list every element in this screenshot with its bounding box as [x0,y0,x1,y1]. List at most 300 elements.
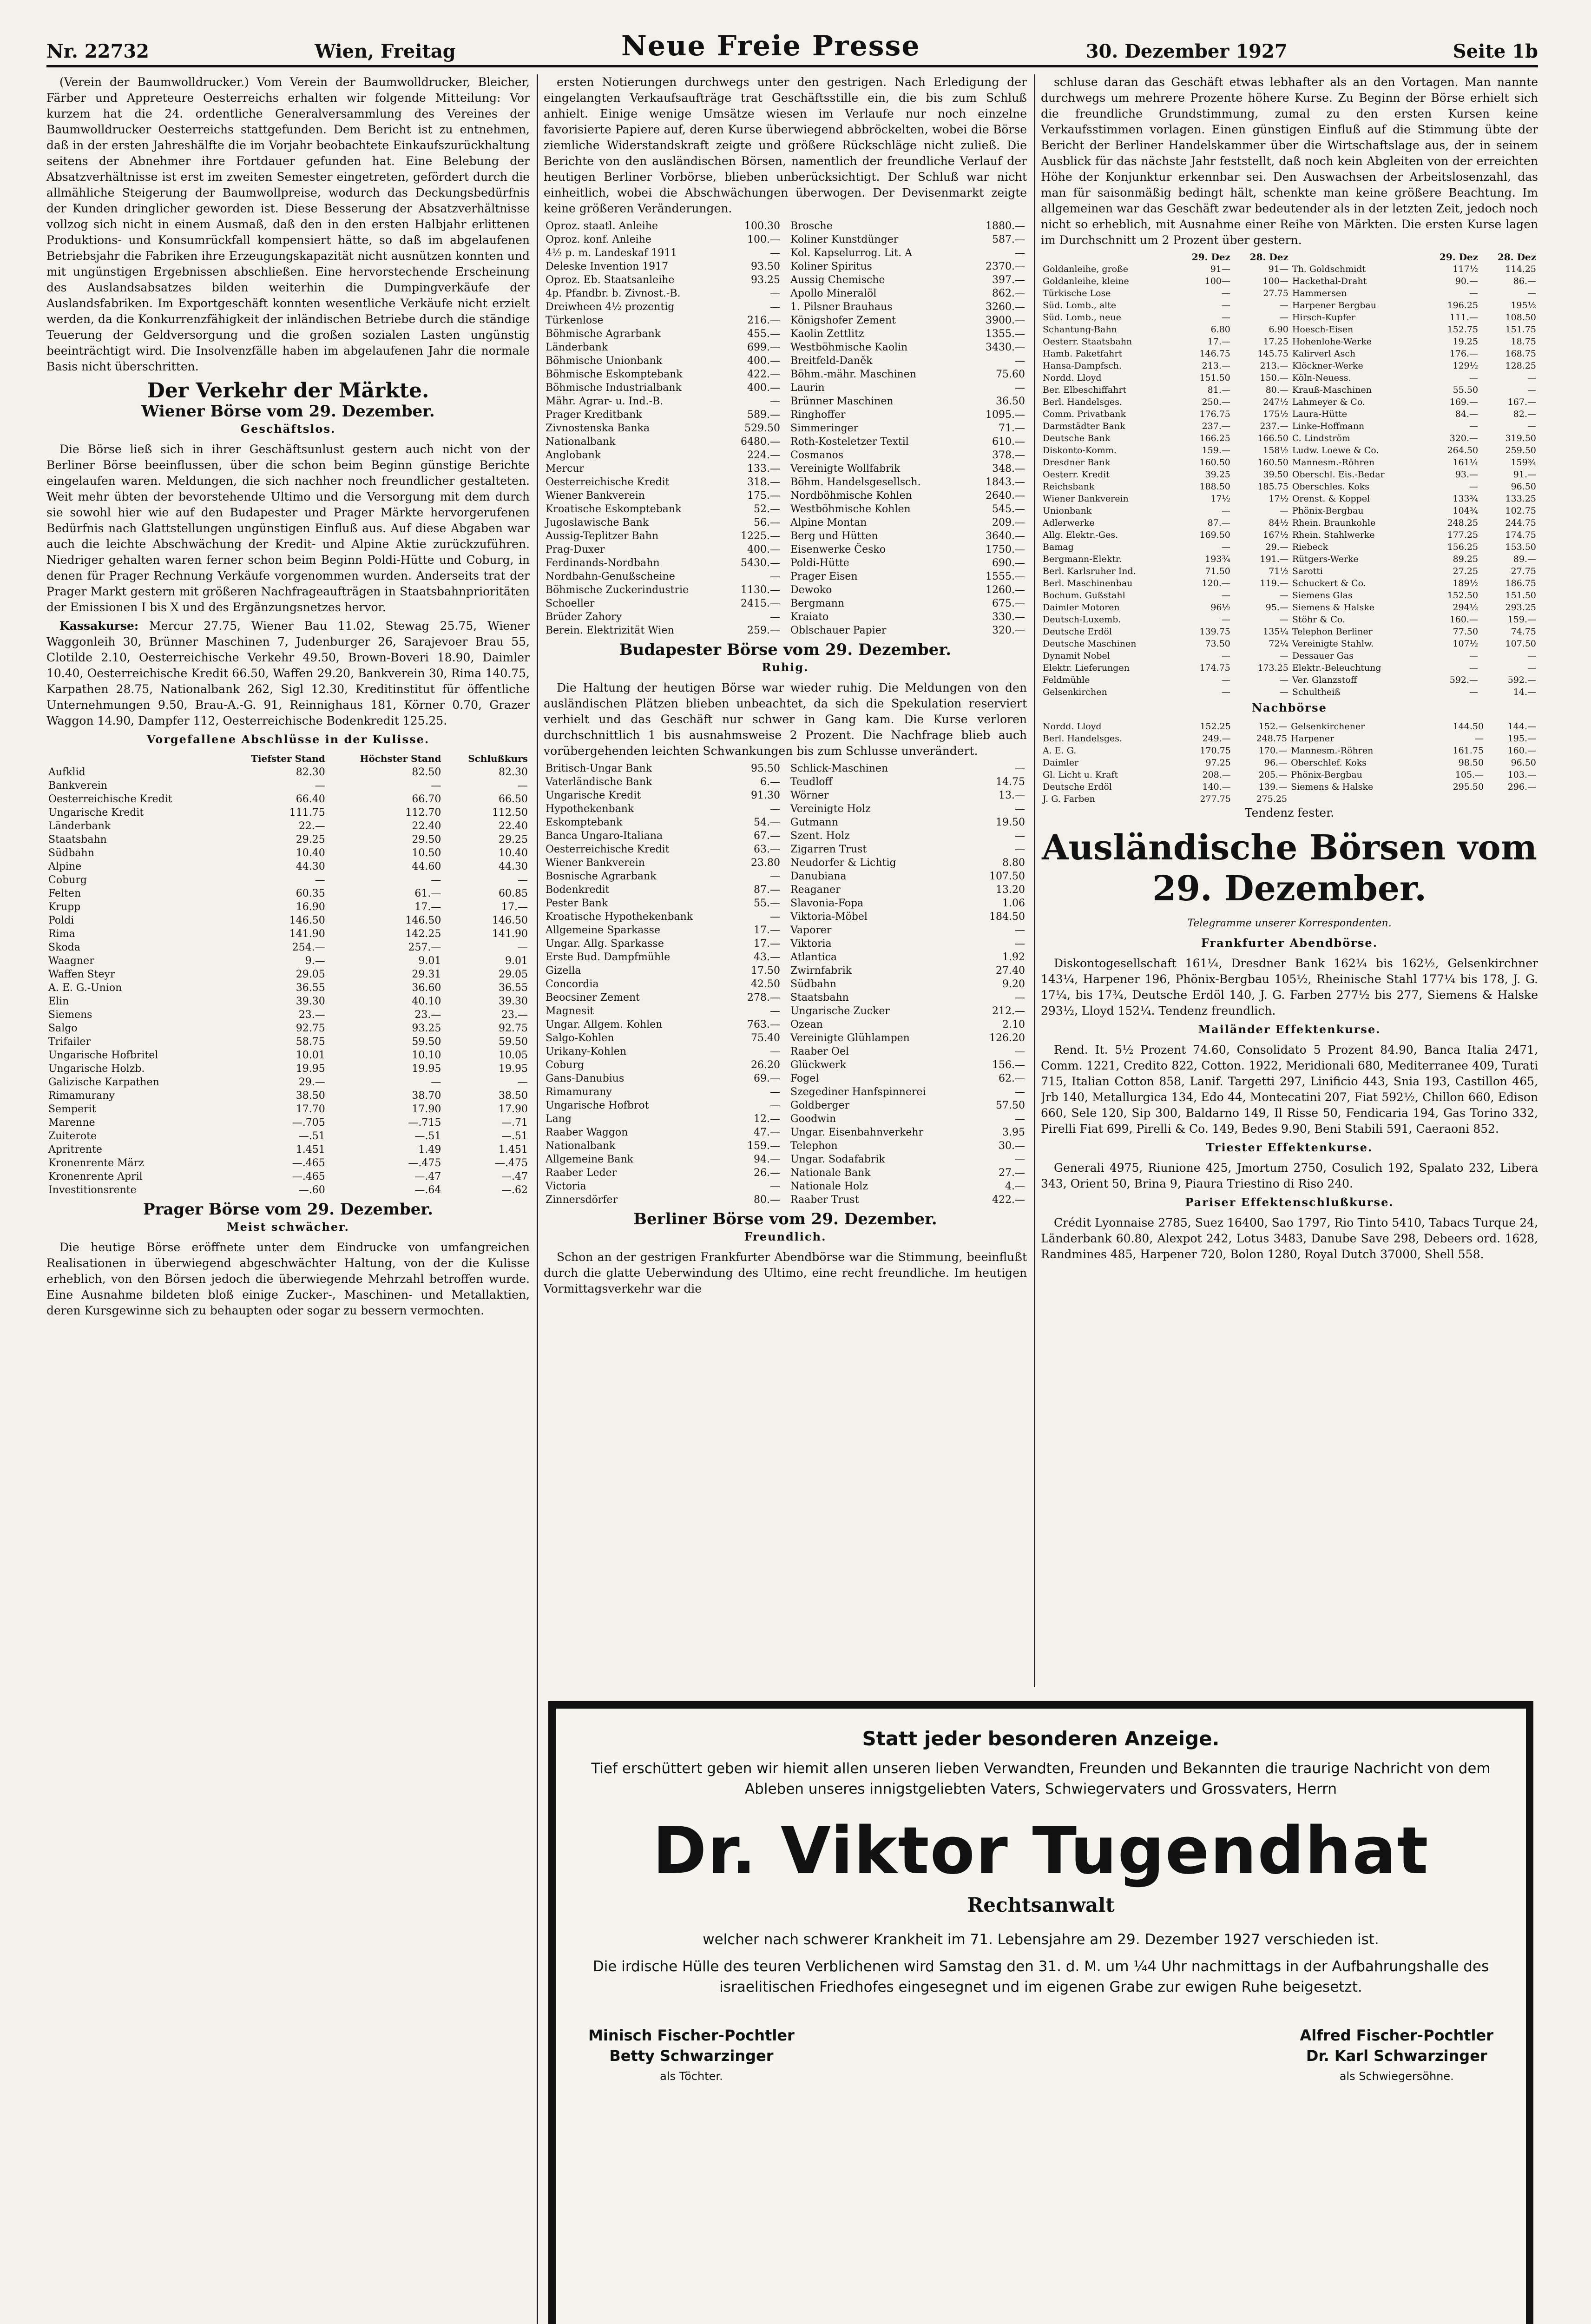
table-cell: Länderbank [546,342,608,353]
column-divider [537,74,538,2324]
table-cell: — [1279,687,1289,697]
table-cell: Siemens [48,1009,92,1021]
frankfurt-title: Frankfurter Abendbörse. [1201,936,1378,950]
table-cell: Oberschlef. Koks [1291,758,1367,768]
table-cell: 84½ [1269,518,1289,528]
table-cell: Telephon [790,1140,838,1152]
table-row [544,1153,782,1166]
table-row [789,897,1027,910]
column-3 [1041,74,1538,1687]
table-cell: Böhmische Industrialbank [546,382,682,394]
table-row [789,422,1027,435]
table-cell: 278.— [747,992,780,1004]
table-cell: 96.— [1264,758,1288,768]
table-cell: Berl. Karlsruher Ind. [1043,566,1136,576]
table-cell: 690.— [992,557,1025,569]
table-cell: — [770,1005,780,1017]
table-cell: 330.— [992,611,1025,623]
table-row [46,1089,530,1103]
notice-signers [588,2025,1493,2086]
table-cell: Adlerwerke [1043,518,1095,528]
table-row [789,937,1027,951]
table-row [1041,336,1538,348]
table-cell: Hackethal-Draht [1292,276,1367,286]
table-row [544,816,782,829]
table-cell: — [1279,300,1289,310]
late-trading-quotes [1041,720,1538,805]
table-cell: — [518,1076,528,1088]
table-cell: Hamb. Paketfahrt [1043,349,1123,359]
table-cell: Elektr. Lieferungen [1043,663,1130,673]
table-row [544,597,782,610]
table-cell: Bamag [1043,542,1074,552]
table-cell: 174.75 [1505,530,1536,540]
table-cell: 1225.— [741,530,780,542]
table-cell: 111.75 [289,807,325,819]
column-2 [544,74,1027,1687]
table-row [789,435,1027,449]
table-row [46,995,530,1008]
table-cell: 66.70 [412,793,441,805]
table-cell: 152.75 [1447,324,1479,335]
table-row [544,1099,782,1112]
table-cell: — [1527,385,1536,395]
table-cell: 17.90 [412,1103,441,1115]
table-cell: 19.95 [296,1063,325,1075]
table-cell: Raaber Trust [790,1194,859,1206]
table-cell: Ungarische Holzb. [48,1063,145,1075]
table-cell: 95.— [1265,602,1289,613]
table-cell: Wiener Bankverein [546,490,645,502]
table-cell: 100— [1262,276,1289,286]
table-cell: 98.50 [1458,758,1484,768]
table-cell: 12.— [754,1113,780,1125]
table-row [46,1022,530,1035]
table-cell: 39.25 [1205,469,1230,480]
table-cell: Skoda [48,942,80,953]
table-cell: Vaterländische Bank [546,776,652,788]
signer-relation: als Schwiegersöhne. [1339,2070,1454,2083]
table-cell: — [1279,614,1289,625]
table-row [789,1193,1027,1207]
table-cell: 159¾ [1511,457,1536,468]
table-row [46,954,530,968]
table-cell: — [1469,373,1479,383]
table-cell: Bankverein [48,780,107,792]
table-cell: 26.20 [751,1059,780,1071]
table-cell: 400.— [747,544,780,555]
table-cell: Zigarren Trust [790,844,867,855]
table-cell: 107½ [1453,639,1479,649]
table-cell: 140.— [1202,782,1231,792]
table-cell: Feldmühle [1043,675,1090,685]
table-cell: Länderbank [48,820,111,832]
table-cell [1486,793,1538,805]
table-row [544,1004,782,1018]
table-cell: 1260.— [986,584,1025,596]
table-cell: — [1015,830,1025,842]
table-cell: 1.451 [296,1144,325,1155]
table-cell: 10.05 [499,1050,528,1061]
table-cell: 6.90 [1269,324,1289,335]
table-row [544,937,782,951]
table-cell: Mähr. Agrar- u. Ind.-B. [546,396,664,407]
table-row [544,381,782,395]
table-cell: Kalirverl Asch [1292,349,1356,359]
table-cell: 39.50 [1263,469,1289,480]
table-row [46,1143,530,1156]
table-row [544,1139,782,1153]
table-cell: 36.55 [296,982,325,994]
table-cell: 14.75 [996,776,1025,788]
table-cell: 80.— [754,1194,780,1206]
table-cell: —.51 [298,1130,325,1142]
table-cell: Goldanleihe, große [1043,264,1128,274]
table-row [789,260,1027,273]
table-cell: Roth-Kosteletzer Textil [790,436,909,448]
table-cell: 63.— [754,844,780,855]
table-row [544,368,782,381]
table-cell: 176.75 [1199,409,1230,419]
table-cell: 378.— [992,449,1025,461]
table-cell: 29.25 [499,834,528,845]
table-row [789,219,1027,233]
table-row [1041,263,1538,275]
table-cell: Zivnostenska Banka [546,423,650,434]
table-cell: 40.10 [412,996,441,1007]
table-cell: Ferdinands-Nordbahn [546,557,660,569]
table-cell: 400.— [747,355,780,367]
table-cell: Goodwin [790,1113,836,1125]
table-cell: Teudloff [790,776,833,788]
table-cell: 249.— [1202,733,1231,744]
table-cell: 56.— [754,517,780,528]
table-cell: —.705 [292,1117,325,1129]
table-cell: 294½ [1453,602,1479,613]
table-cell: 96½ [1210,602,1230,613]
table-row [789,597,1027,610]
table-cell: 29.05 [499,969,528,980]
berlin-bourse-text: Schon an der gestrigen Frankfurter Abendbörse war die Stimmung, beeinflußt durch die glatte Ueberwindung des Ultimo, eine recht freundliche. Im heutigen Vormittagsverkehr war die [544,1250,1027,1295]
table-row [789,233,1027,246]
masthead [46,18,1538,62]
table-cell: 763.— [747,1019,780,1030]
table-cell: — [1221,312,1230,323]
table-cell: 13.20 [996,884,1025,896]
table-cell: — [1221,506,1230,516]
table-row [1041,662,1538,674]
table-row [1041,589,1538,601]
table-cell: 47.— [754,1127,780,1138]
table-row [789,408,1027,422]
table-cell: 23.— [298,1009,325,1021]
table-cell: 38.50 [296,1090,325,1102]
table-cell: 862.— [992,288,1025,299]
table-cell: Poldi-Hütte [790,557,849,569]
table-row [789,1031,1027,1045]
table-cell: 19.95 [499,1063,528,1075]
newspaper-title: Neue Freie Presse [621,30,920,62]
table-cell: Brünner Maschinen [790,396,894,407]
page-number: Seite 1b [1453,40,1538,62]
signers-left [588,2025,795,2086]
table-cell: 92.75 [499,1023,528,1034]
table-cell: 112.50 [492,807,528,819]
table-cell: —.47 [414,1171,441,1182]
table-row [789,1058,1027,1072]
table-cell: 62.— [999,1073,1025,1084]
table-cell: 77.50 [1453,627,1479,637]
table-row [46,819,530,833]
table-cell: 237.— [1260,421,1289,431]
notice-body-2: Die irdische Hülle des teuren Verblichenen wird Samstag den 31. d. M. um ¼4 Uhr nachmittags in der Aufbahrungshalle des israelitischen Friedhofes eingesegnet und im eigenen Grabe zur ewigen Ruhe beigesetzt. [592,1958,1489,1995]
table-cell: 592.— [1507,675,1536,685]
table-cell: 1.92 [1002,951,1025,963]
table-cell: Darmstädter Bank [1043,421,1125,431]
table-cell: 72¼ [1269,639,1289,649]
table-cell: Concordia [546,978,599,990]
table-cell: Prager Eisen [790,571,858,582]
table-cell: 248.25 [1447,518,1479,528]
table-row [789,570,1027,583]
table-cell: Britisch-Ungar Bank [546,763,652,774]
table-cell: 160.50 [1257,457,1289,468]
table-cell: 189½ [1453,578,1479,588]
table-cell: 27.40 [996,965,1025,977]
table-row [544,583,782,597]
table-cell: 139.— [1258,782,1288,792]
table-cell: Waffen Steyr [48,969,115,980]
table-cell: 6.— [760,776,780,788]
table-cell: Alpine [48,861,82,872]
table-cell: 91— [1210,264,1230,274]
table-row [1041,674,1538,686]
signer-relation: als Töchter. [660,2070,723,2083]
table-cell: 186.75 [1505,578,1536,588]
table-row [544,1112,782,1126]
table-cell: 80.— [1265,385,1289,395]
table-cell: 166.50 [1257,433,1289,443]
table-cell: 275.25 [1256,794,1288,804]
table-cell: 212.— [992,1005,1025,1017]
table-cell: Kraiato [790,611,829,623]
table-cell: 160.— [1449,614,1479,625]
table-cell: 82.50 [412,766,441,778]
table-cell: Berl. Handelsges. [1043,733,1123,744]
table-cell: C. Lindström [1292,433,1350,443]
table-cell: —.47 [501,1171,528,1182]
table-cell: Laurin [790,382,825,394]
table-cell: Szegediner Hanfspinnerei [790,1086,926,1098]
table-row [544,762,782,775]
table-cell: — [1527,421,1536,431]
table-row [1041,614,1538,626]
table-row [789,543,1027,556]
table-cell: Wiener Bankverein [1043,494,1129,504]
table-row [544,543,782,556]
table-cell: 1130.— [741,584,780,596]
table-cell: Kroatische Hypothekenbank [546,911,693,923]
table-cell: — [1221,687,1230,697]
table-row [544,775,782,789]
table-row [789,977,1027,991]
table-cell: 27.75 [1263,288,1289,298]
table-cell: 89.— [1513,554,1536,564]
table-cell: 139.75 [1199,627,1230,637]
table-cell: Banca Ungaro-Italiana [546,830,663,842]
table-row [46,1183,530,1197]
table-cell: 29.— [1265,542,1289,552]
table-cell: Stöhr & Co. [1292,614,1345,625]
table-row [544,395,782,408]
table-cell: Ungarische Kredit [546,790,641,801]
table-cell: 167½ [1263,530,1289,540]
table-cell: 103.— [1507,770,1536,780]
table-cell: 158½ [1263,445,1289,456]
kulisse-table [46,752,530,1197]
table-cell: 319.50 [1505,433,1536,443]
table-cell: Mannesm.-Röhren [1291,746,1374,756]
table-cell: Nationalbank [546,436,616,448]
table-cell: Bochum. Gußstahl [1043,590,1125,601]
table-cell: 1843.— [986,476,1025,488]
table-cell: Erste Bud. Dampfmühle [546,951,671,963]
table-cell: 114.25 [1505,264,1536,274]
table-cell: Schoeller [546,598,595,609]
table-cell: 169.50 [1199,530,1230,540]
table-cell: 422.— [992,1194,1025,1206]
table-cell: Türkenlose [546,315,604,326]
table-row [1041,348,1538,360]
table-cell: 17½ [1269,494,1289,504]
table-cell: Raaber Waggon [546,1127,628,1138]
table-row [46,846,530,860]
table-cell: Hoesch-Eisen [1292,324,1354,335]
table-cell: Deutsch-Luxemb. [1043,614,1121,625]
table-cell: — [1015,1086,1025,1098]
table-cell: 91.30 [751,790,780,801]
table-cell: 27.— [999,1167,1025,1179]
table-cell: 17.— [754,924,780,936]
table-cell: Westböhmische Kaolin [790,342,908,353]
table-cell: — [1469,687,1479,697]
table-cell: — [1221,300,1230,310]
table-cell: — [1527,663,1536,673]
table-cell: A. E. G.-Union [48,982,122,994]
table-cell: — [1015,992,1025,1004]
table-cell: Lang [546,1113,572,1125]
cash-rates [46,618,530,729]
prague-bourse-subtitle: Meist schwächer. [227,1220,349,1234]
table-row [1041,769,1538,781]
table-cell: Oproz. staatl. Anleihe [546,220,658,232]
table-cell: —.51 [414,1130,441,1142]
table-cell: 146.50 [289,915,325,926]
table-cell: —.71 [501,1117,528,1129]
table-cell: 71.50 [1205,566,1230,576]
table-cell: Ungar. Sodafabrik [790,1154,885,1165]
table-cell: Ungarische Zucker [790,1005,890,1017]
table-row [46,941,530,954]
table-cell: 95.50 [751,763,780,774]
table-cell: 237.— [1202,421,1230,431]
table-cell: 1355.— [986,328,1025,340]
table-cell: Eskomptebank [546,817,623,828]
table-header: Tiefster Stand [251,753,325,764]
table-cell: 159.— [747,1140,780,1152]
table-row [1041,793,1538,805]
table-cell: Oberschles. Koks [1292,482,1370,492]
table-row [789,273,1027,287]
table-cell: Siemens & Halske [1292,602,1374,613]
table-row [1041,420,1538,432]
table-row [544,1085,782,1099]
table-cell: Siemens Glas [1292,590,1353,601]
table-cell: Mannesm.-Röhren [1292,457,1375,468]
berlin-bourse-subtitle: Freundlich. [744,1230,827,1243]
table-cell: Nationale Holz [790,1181,868,1192]
table-row [544,327,782,341]
table-cell: 177.25 [1447,530,1479,540]
table-cell: Allgemeine Sparkasse [546,924,660,936]
table-row [1041,372,1538,384]
table-cell: Dresdner Bank [1043,457,1111,468]
table-cell: 264.50 [1447,445,1479,456]
table-row [789,287,1027,300]
table-cell: — [770,301,780,313]
table-row [46,1076,530,1089]
table-row [789,516,1027,529]
table-cell: Apollo Mineralöl [790,288,877,299]
table-cell: Gl. Licht u. Kraft [1043,770,1118,780]
table-cell: 1.06 [1002,898,1025,909]
table-cell: 100— [1204,276,1230,286]
table-cell: Danubiana [790,871,847,882]
table-cell: Victoria [546,1181,586,1192]
table-cell: 248.75 [1256,733,1288,744]
table-cell: — [1527,651,1536,661]
table-row [1041,311,1538,324]
table-cell: 160.— [1507,746,1536,756]
table-row [544,1180,782,1193]
table-cell: Hypothekenbank [546,803,634,815]
table-cell: 60.85 [499,888,528,899]
table-row [46,1049,530,1062]
late-trading-note: Tendenz fester. [1244,806,1335,819]
table-cell: Oesterr. Staatsbahn [1043,337,1132,347]
column-1 [46,74,530,2324]
table-cell: — [1279,590,1289,601]
table-row [46,1156,530,1170]
table-cell: Felten [48,888,81,899]
table-cell: — [1527,288,1536,298]
table-header [1041,251,1174,263]
table-cell: Nationalbank [546,1140,616,1152]
table-cell: Aussig-Teplitzer Bahn [546,530,659,542]
table-cell: Schantung-Bahn [1043,324,1117,335]
table-cell: 29.25 [296,834,325,845]
table-cell: 1750.— [986,544,1025,555]
table-row [789,381,1027,395]
table-cell: 176.— [1449,349,1479,359]
table-cell: 13.— [999,790,1025,801]
table-cell: 17½ [1210,494,1230,504]
prague-continued: ersten Notierungen durchwegs unter den gestrigen. Nach Erledigung der eingelangten Verkaufsaufträge trat Geschäftsstille ein, die bis zum Schluß anhielt. Einige wenige Umsätze wiesen im Verlaufe nur noch einzelne favorisierte Papiere auf, deren Kurse überwiegend abbröckelten, wobei die Börse ziemliche Widerstandskraft zeigte und größere Rückschläge nicht zuließ. Die Berichte von den ausländischen Börsen, namentlich der freundliche Verlauf der heutigen Berliner Vorbörse, blieben unberücksichtigt. Der Schluß war nicht einheitlich, wobei die Abschwächungen überwogen. Der Devisenmarkt zeigte keine größeren Veränderungen. [544,75,1027,215]
table-cell: 87.— [1207,518,1230,528]
table-header [1290,251,1422,263]
table-cell: Alpine Montan [790,517,867,528]
column-divider [1034,74,1035,1687]
